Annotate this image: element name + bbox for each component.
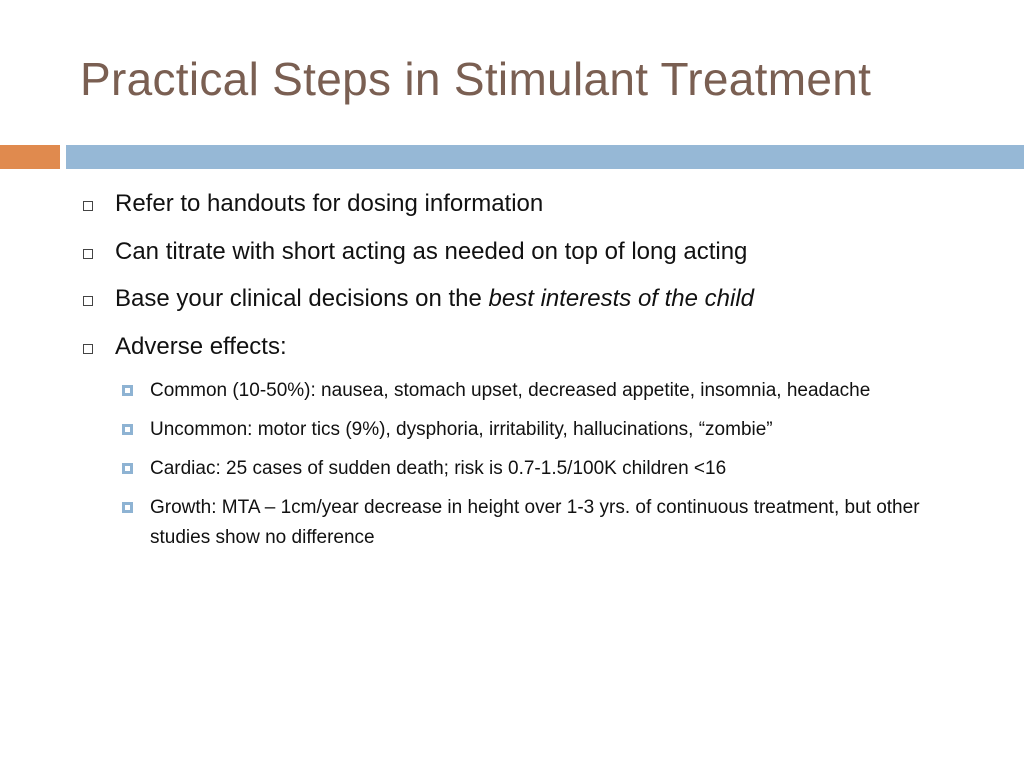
- bullet-item: [80, 234, 980, 270]
- filled-square-bullet-icon: [122, 385, 133, 396]
- bullet-text: Can titrate with short acting as needed on top of long acting: [115, 237, 748, 265]
- bullet-text-emphasis: best interests of the child: [488, 285, 755, 312]
- sub-bullet-text: Common (10-50%): nausea, stomach upset, decreased appetite, insomnia, headache: [150, 380, 871, 401]
- filled-square-bullet-icon: [122, 463, 133, 474]
- accent-bar-orange: [0, 145, 60, 169]
- accent-bar-blue: [66, 145, 1024, 169]
- sub-bullet-text: Growth: MTA – 1cm/year decrease in height over 1-3 yrs. of continuous treatment, but other studies show no difference: [150, 497, 920, 548]
- sub-bullet-item: [122, 493, 980, 553]
- square-bullet-icon: [83, 201, 93, 211]
- square-bullet-icon: [83, 344, 93, 354]
- sub-bullet-item: [122, 376, 980, 406]
- sub-bullet-text: Uncommon: motor tics (9%), dysphoria, irritability, hallucinations, “zombie”: [150, 419, 773, 440]
- bullet-text: Refer to handouts for dosing information: [115, 190, 544, 217]
- slide-body: [80, 186, 980, 562]
- bullet-item: [80, 186, 980, 222]
- sub-bullet-text: Cardiac: 25 cases of sudden death; risk is 0.7-1.5/100K children <16: [150, 458, 727, 479]
- filled-square-bullet-icon: [122, 502, 133, 513]
- filled-square-bullet-icon: [122, 424, 133, 435]
- bullet-item: [80, 329, 980, 365]
- slide-title: Practical Steps in Stimulant Treatment: [80, 53, 872, 105]
- square-bullet-icon: [83, 249, 93, 259]
- sub-bullet-item: [122, 454, 980, 484]
- bullet-text-prefix: Base your clinical decisions on the: [115, 285, 489, 312]
- bullet-item: [80, 281, 980, 317]
- bullet-text: Adverse effects:: [115, 332, 287, 360]
- bullet-text: [115, 281, 754, 317]
- square-bullet-icon: [83, 296, 93, 306]
- sub-bullet-item: [122, 415, 980, 445]
